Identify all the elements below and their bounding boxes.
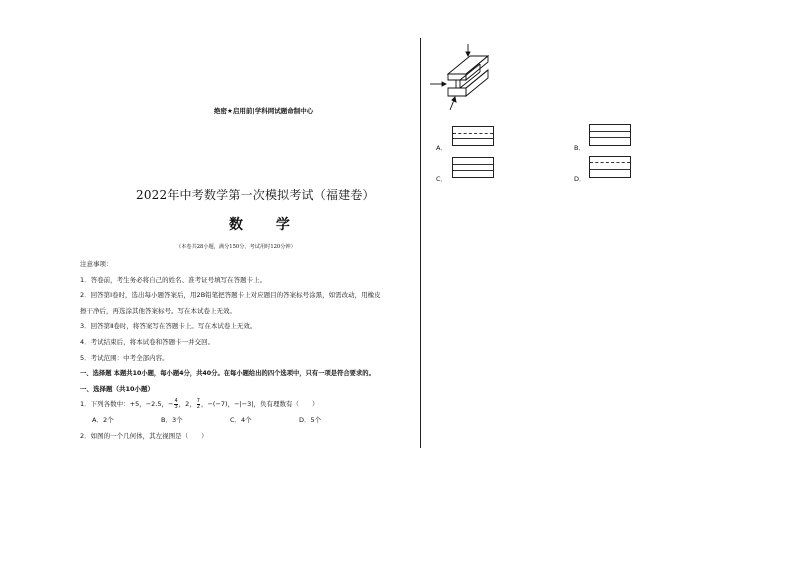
subject-title: 数 学 bbox=[229, 217, 304, 233]
note-item: 3．回答第Ⅱ卷时，将答案写在答题卡上。写在本试卷上无效。 bbox=[80, 322, 257, 331]
section-heading: 一、选择题 本题共10小题，每小题4分，共40分。在每小题给出的四个选项中，只有一项是符合要求的。 bbox=[80, 370, 375, 378]
option-c[interactable]: C．4个 bbox=[230, 415, 252, 424]
note-item: 擦干净后，再选涂其他答案标号。写在本试卷上无效。 bbox=[80, 306, 236, 315]
q2-option-c[interactable]: C． bbox=[436, 175, 448, 183]
q1-options bbox=[80, 413, 420, 429]
view-b-shape bbox=[589, 124, 631, 146]
exam-body bbox=[80, 257, 420, 444]
option-a[interactable]: A．2个 bbox=[92, 415, 114, 424]
fraction-denominator: 2 bbox=[196, 403, 200, 410]
column-divider bbox=[420, 38, 421, 448]
q1-prefix: 1．下列各数中：+5，−2.5，− bbox=[80, 400, 174, 409]
fraction-numerator: 7 bbox=[196, 397, 200, 404]
solid-figure-image bbox=[428, 42, 508, 122]
notes-heading: 注意事项： bbox=[80, 260, 113, 268]
note-item: 1．答卷前，考生务必将自己的姓名、准考证号填写在答题卡上。 bbox=[80, 275, 267, 284]
fraction bbox=[197, 399, 200, 410]
q1-suffix: ，−(−7)，−|−3|，负有理数有（ ） bbox=[200, 400, 319, 409]
note-item: 4．考试结束后，将本试卷和答题卡一并交回。 bbox=[80, 337, 215, 346]
q2-option-b[interactable]: B． bbox=[574, 144, 585, 152]
q2-option-a[interactable]: A． bbox=[436, 144, 447, 152]
section-subheading: 一、选择题（共10小题） bbox=[80, 384, 155, 393]
exam-scope: （本卷共28小题，满分150分，考试用时120分钟） bbox=[176, 244, 296, 250]
fraction-numerator: 4 bbox=[174, 397, 178, 404]
fraction-denominator: 3 bbox=[174, 403, 178, 410]
note-item: 5．考试范围：中考全部内容。 bbox=[80, 353, 169, 362]
fraction bbox=[174, 399, 177, 410]
option-d[interactable]: D．5个 bbox=[299, 415, 322, 424]
q1-mid: ，2， bbox=[178, 400, 196, 409]
secret-line: 绝密★启用前|学科网试题命制中心 bbox=[214, 107, 314, 115]
q2-option-d[interactable]: D． bbox=[574, 175, 586, 183]
exam-title: 2022年中考数学第一次模拟考试（福建卷） bbox=[136, 188, 375, 202]
view-c-shape bbox=[452, 157, 494, 178]
view-a-shape bbox=[452, 126, 494, 146]
note-item: 2．回答第Ⅰ卷时，选出每小题答案后，用2B铅笔把答题卡上对应题目的答案标号涂黑，如需改动，用橡皮 bbox=[80, 291, 381, 300]
question-1 bbox=[80, 397, 420, 413]
option-b[interactable]: B．3个 bbox=[161, 415, 183, 424]
question-2: 2．如图的一个几何体，其左视图是（ ） bbox=[80, 431, 208, 440]
view-d-shape bbox=[589, 156, 631, 178]
